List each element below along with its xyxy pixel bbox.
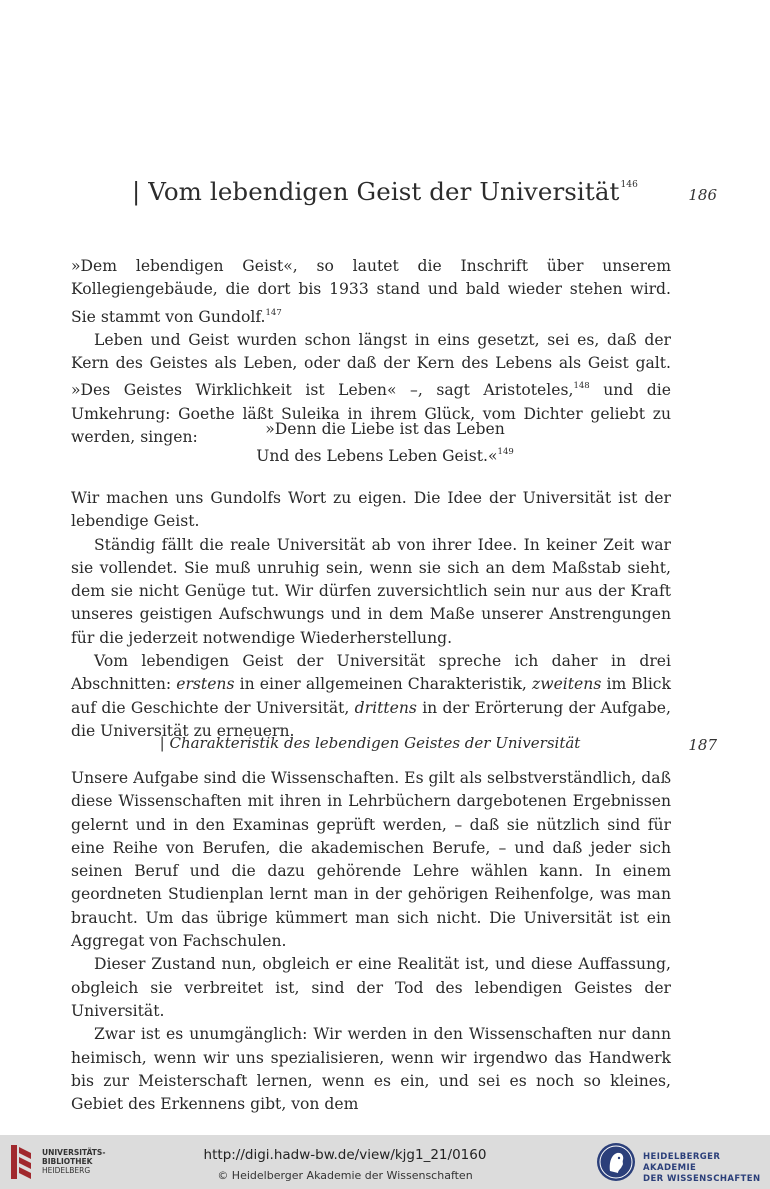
page-number: 186 <box>688 186 717 204</box>
university-library-name[interactable]: UNIVERSITÄTS- BIBLIOTHEK HEIDELBERG <box>42 1148 106 1175</box>
paragraph: »Dem lebendigen Geist«, so lautet die Inschrift über unserem Kollegiengebäude, die dort bis 1933 stand und bald wieder stehen wird. Sie stammt von Gundolf.$^{147}$ <box>71 257 671 326</box>
paragraph: Wir machen uns Gundolfs Wort zu eigen. Die Idee der Universität ist der lebendige Geist. <box>71 489 671 531</box>
section-heading: | Charakteristik des lebendigen Geistes der Universität <box>159 734 581 752</box>
document-url-link[interactable]: http://digi.hadw-bw.de/view/kjg1_21/0160 <box>203 1147 487 1163</box>
viewer-footer <box>0 1135 770 1189</box>
academy-seal-icon[interactable] <box>596 1141 636 1183</box>
chapter-title-text: | Vom lebendigen Geist der Universität <box>132 177 620 206</box>
paragraph: Zwar ist es unumgänglich: Wir werden in den Wissenschaften nur dann heimisch, wenn wir uns spezialisieren, wenn wir irgendwo das Handwerk bis zur Meisterschaft lernen, wenn es ein, und sei es noch so kleines, Gebiet des Erkennens gibt, von dem <box>71 1025 671 1114</box>
paragraph: Leben und Geist wurden schon längst in eins gesetzt, sei es, daß der Kern des Geistes als Leben, oder daß der Kern des Lebens als Geist galt. »Des Geistes Wirklichkeit ist Leben« –, sagt Aristoteles,$^{148}$ und die Umkehrung: Goethe läßt Suleika in ihrem Glück, vom Dichter geliebt zu werden, singen: <box>71 330 671 447</box>
paragraph: Unsere Aufgabe sind die Wissenschaften. Es gilt als selbstverständlich, daß diese Wissenschaften mit ihren in Lehrbüchern dargebotenen Ergebnissen gelernt und in den Examinas geprüft werden, – daß sie nützlich sind für eine Reihe von Berufen, die akademischen Berufe, – und daß jeder sich seinen Beruf und die dazu gehörende Lehre wählen kann. In einem geordneten Studienplan lernt man in der gehörigen Reihenfolge, was man braucht. Um das übrige kümmert man sich nicht. Die Universität ist ein Aggregat von Fachschulen. <box>71 769 671 951</box>
paragraph: Ständig fällt die reale Universität ab von ihrer Idee. In keiner Zeit war sie vollendet. Sie muß unruhig sein, wenn sie sich an dem Maßstab sieht, dem sie nicht Genüge tut. Wir dürfen zuversichtlich sein nur aus der Kraft unseres geistigen Aufschwungs und in dem Maße unserer Anstrengungen für die jederzeit notwendige Wiederherstellung. <box>71 535 671 647</box>
academy-name[interactable]: HEIDELBERGER AKADEMIE DER WISSENSCHAFTEN <box>643 1152 761 1184</box>
chapter-title <box>0 177 770 206</box>
footnote-ref-147[interactable]: 147 <box>265 307 282 318</box>
paragraph: Vom lebendigen Geist der Universität spreche ich daher in drei Abschnitten: erstens in einer allgemeinen Charakteristik, zweitens im Blick auf die Geschichte der Universität, drittens in der Erörterung der Aufgabe, die Universität zu erneuern. <box>71 652 671 740</box>
verse-line-2: Und des Lebens Leben Geist.«$^{149}$ <box>256 447 514 466</box>
copyright-notice: © Heidelberger Akademie der Wissenschaften <box>217 1169 473 1182</box>
page-number-marginal: 187 <box>688 736 717 754</box>
section-characteristic <box>71 767 671 1116</box>
footnote-ref-148[interactable]: 148 <box>573 381 590 392</box>
verse-line-1: »Denn die Liebe ist das Leben <box>265 420 505 438</box>
verse-quote <box>0 418 770 469</box>
footnote-ref-146[interactable]: 146 <box>620 180 638 190</box>
paragraph: Dieser Zustand nun, obgleich er eine Realität ist, und diese Auffassung, obgleich sie verbreitet ist, sind der Tod des lebendigen Geistes der Universität. <box>71 955 671 1020</box>
footnote-ref-149[interactable]: 149 <box>497 447 514 458</box>
section-idea <box>71 487 671 743</box>
